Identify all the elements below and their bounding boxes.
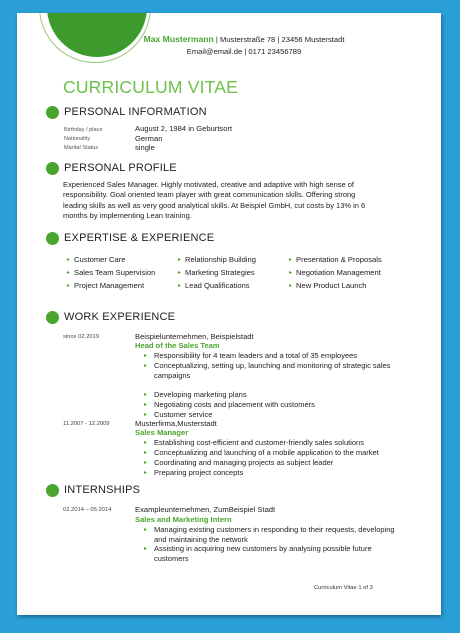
- triangle-bullet-icon: ▸: [144, 546, 148, 552]
- triangle-bullet-icon: ▸: [144, 363, 148, 369]
- job-bullet: ▸ Conceptualizing, setting up, launching and monitoring of strategic sales campaigns: [144, 361, 391, 380]
- internship-company: Exampleunternehmen, ZumBeispiel Stadt: [135, 505, 276, 514]
- section-heading-personal-information: PERSONAL INFORMATION: [46, 104, 207, 120]
- job-company: Musterfirma,Musterstadt: [135, 419, 217, 428]
- triangle-bullet-icon: ▸: [144, 392, 148, 398]
- triangle-bullet-icon: ▸: [144, 353, 148, 359]
- skill-item: ▸ Negotiation Management: [289, 268, 381, 277]
- triangle-bullet-icon: ▸: [144, 402, 148, 408]
- job-bullet: ▸ Coordinating and managing projects as subject leader: [144, 458, 334, 467]
- triangle-bullet-icon: ▸: [67, 257, 71, 263]
- triangle-bullet-icon: ▸: [289, 257, 293, 263]
- triangle-bullet-icon: ▸: [144, 470, 148, 476]
- green-dot-icon: [46, 232, 59, 245]
- city-address: 23456 Musterstadt: [281, 35, 345, 44]
- info-value: German: [135, 134, 163, 143]
- internship-bullet: ▸ Assisting in acquiring new customers by analysing possible future customers: [144, 544, 372, 563]
- internship-bullet: ▸ Managing existing customers in responding to their requests, developing and maintaining the network: [144, 525, 395, 544]
- skill-item: ▸ Lead Qualifications: [178, 281, 250, 290]
- page-footer: Curriculum Vitae 1 of 3: [314, 585, 373, 591]
- skill-item: ▸ Presentation & Proposals: [289, 255, 382, 264]
- job-date: 11.2007 - 12.2009: [63, 421, 110, 427]
- cv-page: [17, 13, 441, 615]
- triangle-bullet-icon: ▸: [144, 412, 148, 418]
- job-date: since 02.2019: [63, 334, 100, 340]
- job-company: Beispielunternehmen, Beispielstadt: [135, 332, 254, 341]
- info-label: Marital Status: [64, 145, 99, 151]
- info-label: Birthday / place: [64, 127, 103, 133]
- internship-role: Sales and Marketing Intern: [135, 515, 232, 524]
- job-role: Head of the Sales Team: [135, 341, 220, 350]
- applicant-name: Max Mustermann: [143, 34, 214, 44]
- section-heading-personal-profile: PERSONAL PROFILE: [46, 160, 177, 176]
- triangle-bullet-icon: ▸: [289, 270, 293, 276]
- info-label: Nationality: [64, 136, 91, 142]
- triangle-bullet-icon: ▸: [178, 283, 182, 289]
- green-dot-icon: [46, 106, 59, 119]
- skill-item: ▸ New Product Launch: [289, 281, 367, 290]
- green-dot-icon: [46, 162, 59, 175]
- triangle-bullet-icon: ▸: [144, 527, 148, 533]
- triangle-bullet-icon: ▸: [178, 270, 182, 276]
- job-bullet: ▸ Developing marketing plans: [144, 390, 247, 399]
- section-heading-work-experience: WORK EXPERIENCE: [46, 309, 175, 325]
- street-address: Musterstraße 78: [220, 35, 276, 44]
- green-dot-icon: [46, 484, 59, 497]
- skill-item: ▸ Marketing Strategies: [178, 268, 255, 277]
- job-bullet: ▸ Conceptualizing and launching of a mobile application to the market: [144, 448, 379, 457]
- job-bullet: ▸ Preparing project concepts: [144, 468, 244, 477]
- triangle-bullet-icon: ▸: [144, 460, 148, 466]
- job-bullet: ▸ Establishing cost-efficient and customer-friendly sales solutions: [144, 438, 364, 447]
- skill-item: ▸ Sales Team Supervision: [67, 268, 156, 277]
- profile-text: Experienced Sales Manager. Highly motivated, creative and adaptive with high sense of responsibility. Goal oriented team player with great communication skills. Offering strong leading skills as well as very good analytical skills. At Beispiel GmbH, cut costs by 13% in 6 months by implementing Lean training.: [63, 180, 366, 221]
- green-dot-icon: [46, 311, 59, 324]
- phone: 0171 23456789: [248, 46, 302, 56]
- triangle-bullet-icon: ▸: [144, 440, 148, 446]
- job-role: Sales Manager: [135, 428, 189, 437]
- triangle-bullet-icon: ▸: [289, 283, 293, 289]
- skill-item: ▸ Relationship Building: [178, 255, 256, 264]
- job-bullet: ▸ Customer service: [144, 410, 213, 419]
- section-heading-expertise: EXPERTISE & EXPERIENCE: [46, 230, 214, 246]
- email: Email@email.de: [186, 46, 243, 56]
- job-bullet: ▸ Negotiating costs and placement with customers: [144, 400, 315, 409]
- skill-item: ▸ Project Management: [67, 281, 145, 290]
- triangle-bullet-icon: ▸: [178, 257, 182, 263]
- section-heading-internships: INTERNSHIPS: [46, 482, 140, 498]
- contact-header: Max Mustermann | Musterstraße 78 | 23456 Musterstadt Email@email.de | 0171 23456789: [143, 34, 345, 56]
- info-value: single: [135, 143, 155, 152]
- triangle-bullet-icon: ▸: [144, 450, 148, 456]
- triangle-bullet-icon: ▸: [67, 283, 71, 289]
- skill-item: ▸ Customer Care: [67, 255, 126, 264]
- document-title: CURRICULUM VITAE: [63, 77, 238, 97]
- internship-date: 02.2014 – 05.2014: [63, 507, 112, 513]
- triangle-bullet-icon: ▸: [67, 270, 71, 276]
- info-value: August 2, 1984 in Geburtsort: [135, 124, 233, 133]
- job-bullet: ▸ Responsibility for 4 team leaders and a total of 35 employees: [144, 351, 358, 360]
